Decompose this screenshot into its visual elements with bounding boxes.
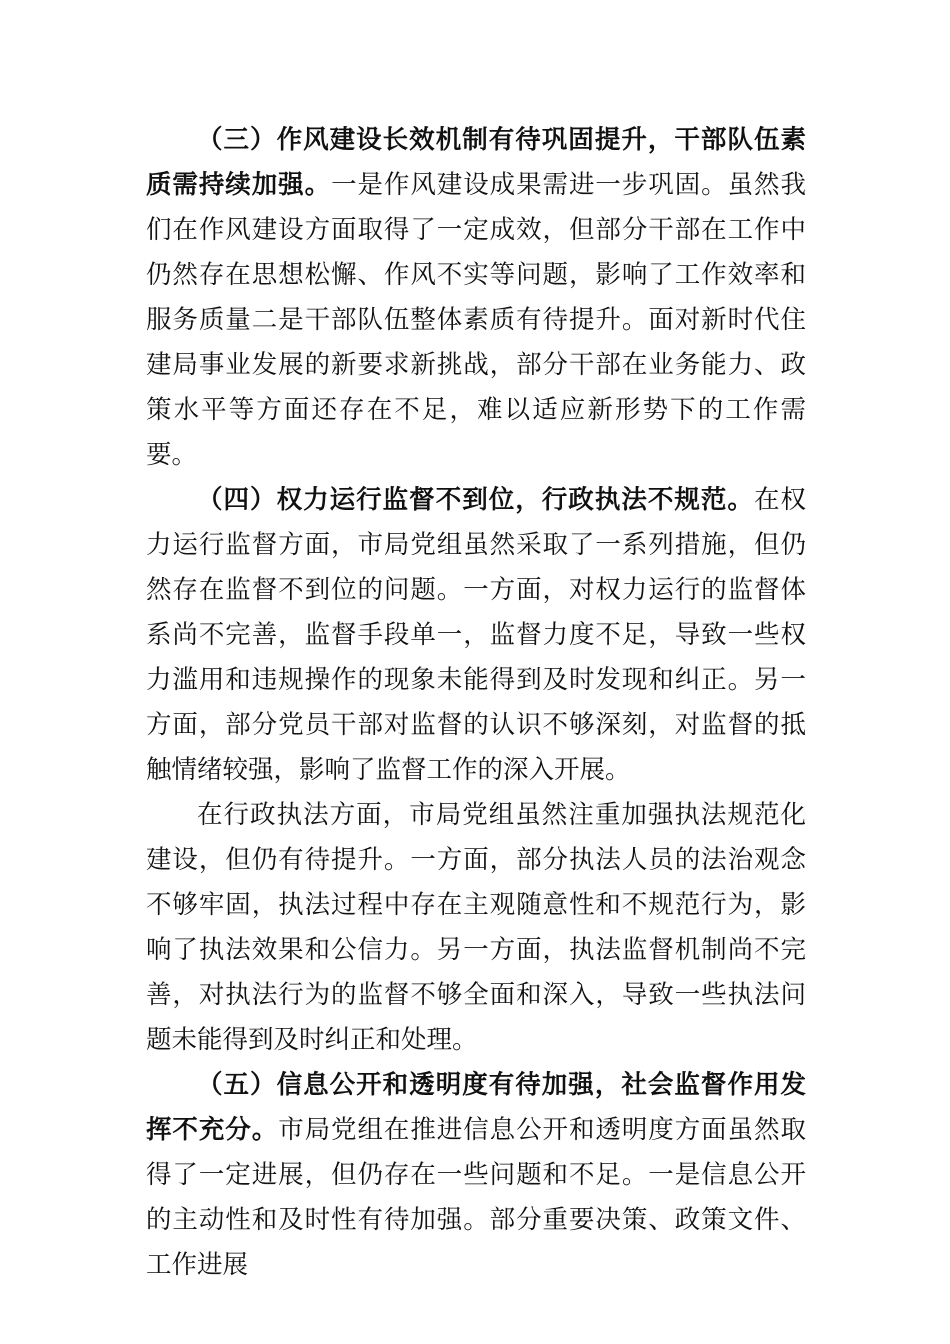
paragraph-law-enforcement [146, 793, 806, 1063]
paragraph-section-5 [146, 1063, 806, 1288]
section-5-heading: （五）信息公开和透明度有待加强，社会监督作用发挥不充分。 [146, 1070, 806, 1145]
document-page [146, 118, 806, 1288]
section-4-body: 在权力运行监督方面，市局党组虽然采取了一系列措施，但仍然存在监督不到位的问题。一方面，对权力运行的监督体系尚不完善，监督手段单一，监督力度不足，导致一些权力滥用和违规操作的现象未能得到及时发现和纠正。另一方面，部分党员干部对监督的认识不够深刻，对监督的抵触情绪较强，影响了监督工作的深入开展。 [146, 485, 806, 785]
law-enforcement-body: 在行政执法方面，市局党组虽然注重加强执法规范化建设，但仍有待提升。一方面，部分执法人员的法治观念不够牢固，执法过程中存在主观随意性和不规范行为，影响了执法效果和公信力。另一方面，执法监督机制尚不完善，对执法行为的监督不够全面和深入，导致一些执法问题未能得到及时纠正和处理。 [146, 800, 806, 1055]
section-5-body: 市局党组在推进信息公开和透明度方面虽然取得了一定进展，但仍存在一些问题和不足。一是信息公开的主动性和及时性有待加强。部分重要决策、政策文件、工作进展 [146, 1115, 806, 1280]
section-3-body: 一是作风建设成果需进一步巩固。虽然我们在作风建设方面取得了一定成效，但部分干部在工作中仍然存在思想松懈、作风不实等问题，影响了工作效率和服务质量二是干部队伍整体素质有待提升。面对新时代住建局事业发展的新要求新挑战，部分干部在业务能力、政策水平等方面还存在不足，难以适应新形势下的工作需要。 [146, 170, 806, 470]
paragraph-section-3 [146, 118, 806, 478]
section-4-heading: （四）权力运行监督不到位，行政执法不规范。 [197, 485, 754, 515]
paragraph-section-4 [146, 478, 806, 793]
section-3-heading: （三）作风建设长效机制有待巩固提升，干部队伍素质需持续加强。 [146, 125, 806, 200]
